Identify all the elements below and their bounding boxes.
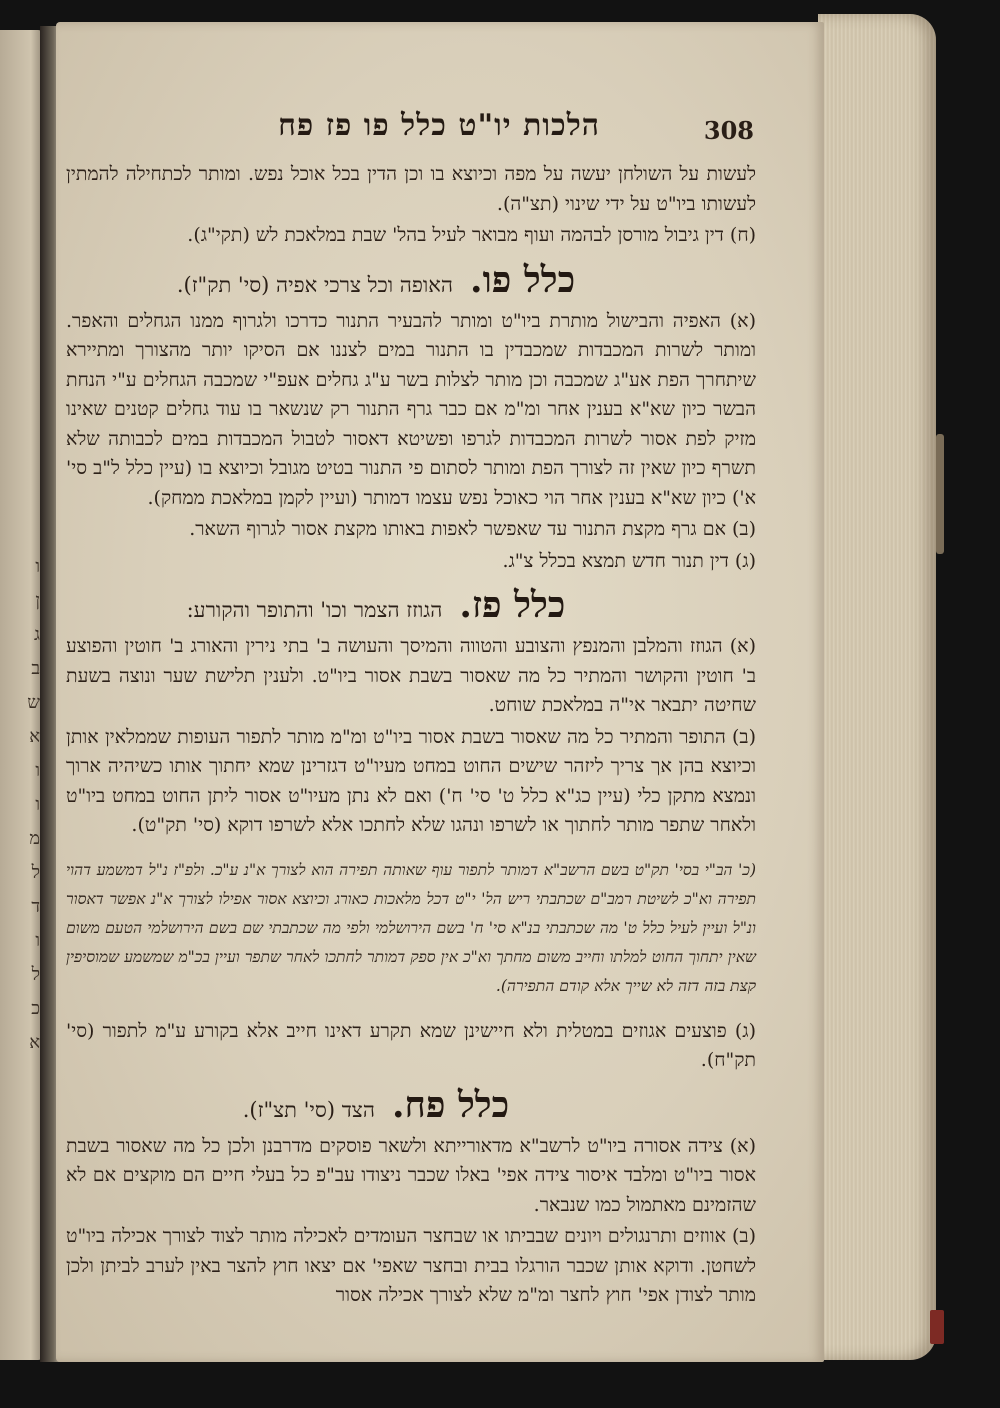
paragraph: (ב) אווזים ותרנגולים ויונים שבביתו או שבחצר העומדים לאכילה מותר לצוד לצורך אכילה ביו"ט לשחטן. ודוקא אותן שכבר הורגלו בבית ובחצר שאפי' אם יצאו חוץ להצר באין לערב לביתן ולכן מותר לצודן אפי' חוץ לחצר ומ"מ שלא לצורך אכילה אסור	[65, 1225, 756, 1306]
section-subtitle: הצד (סי' תצ"ז).	[242, 1097, 375, 1122]
page-body	[66, 160, 756, 1313]
section-title: כלל פח.	[392, 1083, 510, 1126]
facing-letter: ד	[31, 896, 40, 917]
paragraph: (ג) פוצעים אגוזים במטלית ולא חיישינן שמא תקרע דאינו חייב אלא בקורע ע"מ לתפור (סי' תק"ח).	[66, 1019, 756, 1071]
binding-band	[936, 434, 944, 554]
section-heading-88	[66, 1084, 756, 1126]
paragraph: (ג) דין תנור חדש תמצא בכלל צ"ג.	[502, 549, 756, 572]
paragraph: (ב) אם גרף מקצת התנור עד שאפשר לאפות באותו מקצת אסור לגרוף השאר.	[189, 518, 756, 540]
facing-letter: מ	[29, 828, 40, 849]
page-number: 308	[703, 116, 754, 145]
facing-letter: ג	[34, 624, 40, 645]
section-subtitle: האופה וכל צרכי אפיה (סי' תק"ז).	[176, 272, 453, 297]
paragraph: (ב) התופר והמתיר כל מה שאסור בשבת אסור ביו"ט ומ"מ מותר לתפור העופות שממלאין אותן וכיוצא בהן אך צריך ליזהר שישים החוט במחט מעיו"ט דגזרינן שמא יחתוך אותו כשיהיה ארוך ונמצא מתקן כלי (עיין כג"א כלל ט' סי' ח') ואם לא נתן מעיו"ט אסור ליתן החוט במחט ביו"ט ולאחר שתפר מותר לחתוך או לשרפו ונהגו שלא לחתכו אלא לשרפו דוקא (סי' תק"ט).	[66, 725, 756, 836]
paragraph: לעשות על השולחן יעשה על מפה וכיוצא בו וכן הדין בכל אוכל נפש. ומותר לכתחילה להמתין לעשותו ביו"ט על ידי שינוי (תצ"ה).	[66, 163, 756, 215]
facing-letter: ו	[35, 930, 40, 951]
paragraph: (א) האפיה והבישול מותרת ביו"ט ומותר להבעיר התנור כדרכו ולגרוף ממנו הגחלים והאפר. ומותר לשרות המכבדות שמכבדין בו התנור במים לצננו אם הסיקו יותר מהצורך ומתיירא שיתחרך הפת אע"ג שמכבה וכן מותר לצלות בשר ע"ג גחלים אעפ"י שמכבה הגחלים ע"י הנחת הבשר כיון שא"א בענין אחר ומ"מ אם כבר גרף התנור רק שנשאר בו עוד גחלים קטנים שאינו מזיק לפת אסור לשרות המכבדות לגרפו ופשיטא דאסור לטבול המכבדות במים לכבותה שלא תשרף כיון שאין זה לצורך הפת ומותר לסתום פי התנור בטיט מגובל וכיוצא בו (עיין כלל ל"ב סי' א') כיון שא"א בענין אחר הוי כאוכל נפש עצמו דמותר (ועיין לקמן במלאכת ממחק).	[66, 309, 756, 509]
facing-letter: ש	[27, 692, 40, 713]
facing-letter: ב	[31, 658, 40, 679]
paragraph: (א) צידה אסורה ביו"ט לרשב"א מדאורייתא ולשאר פוסקים מדרבנן ולכן כל מה שאסור בשבת אסור ביו"ט ומלבד איסור צידה אפי' באלו שכבר ניצודו עב"פ כל בעלי חיים הם מוקצים אם לא שהזמינם מאתמול כמו שנבאר.	[66, 1134, 756, 1216]
facing-letter: א	[29, 1032, 40, 1053]
section-heading-87	[66, 584, 756, 626]
running-head: הלכות יו"ט כלל פו פז פח	[278, 108, 600, 143]
facing-letter: ל	[31, 862, 40, 883]
facing-letter: ו	[35, 760, 40, 781]
page-block-edge	[818, 14, 936, 1360]
facing-letter: כ	[31, 998, 40, 1019]
facing-letter: ל	[31, 964, 40, 985]
facing-letter: ו	[35, 794, 40, 815]
paragraph: (א) הגוזז והמלבן והמנפץ והצובע והטווה והמיסך והעושה ב' בתי נירין והאורג ב' חוטין והפוצע ב' חוטין והקושר והמתיר כל מה שאסור בשבת אסור ביו"ט. ולענין תלישת שער ונוצה בשעת שחיטה יתבאר אי"ה במלאכת שוחט.	[66, 635, 756, 716]
facing-letter: ן	[35, 590, 40, 611]
cover-corner	[930, 1310, 944, 1344]
facing-letter: ו	[35, 556, 40, 577]
facing-page-edge	[0, 30, 44, 1360]
section-title: כלל פז.	[459, 584, 566, 626]
gloss-note: (כ' הב"י בסי' תק"ט בשם הרשב"א דמותר לתפור עוף שאותה תפירה הוא לצורך א"נ ע"כ. ולפ"ז נ"ל דמשמע דהוי תפירה וא"כ לשיטת רמב"ם שכתבתי ריש הל' י"ט דכל מלאכות כאורג וכיוצא אסור אפילו לצורך א"נ אפשר דאסור ונ"ל ועיין לעיל כלל ט' מה שכתבתי בנ"א סי' ח' בשם הירושלמי ולפי מה שכתבתי שם בשם הירושלמי הטעם משום שאין יתחוך החוט למלתו וחייב משום מחתך וא"כ אין ספק דמותר לחתכו לאחר שתפר ועיין בכ"מ שמשמע שמוסיפין קצת בזה דזה לא שייך אלא קודם התפירה).	[66, 861, 756, 995]
page-header	[60, 106, 754, 156]
facing-page-letters	[4, 550, 40, 1060]
paragraph: (ח) דין גיבול מורסן לבהמה ועוף מבואר לעיל בהל' שבת במלאכת לש (תקי"ג).	[187, 224, 756, 246]
section-subtitle: הגוזז הצמר וכו' והתופר והקורע:	[186, 598, 443, 622]
section-heading-86	[66, 259, 756, 301]
section-title: כלל פו.	[470, 258, 576, 301]
facing-letter: א	[29, 726, 40, 747]
